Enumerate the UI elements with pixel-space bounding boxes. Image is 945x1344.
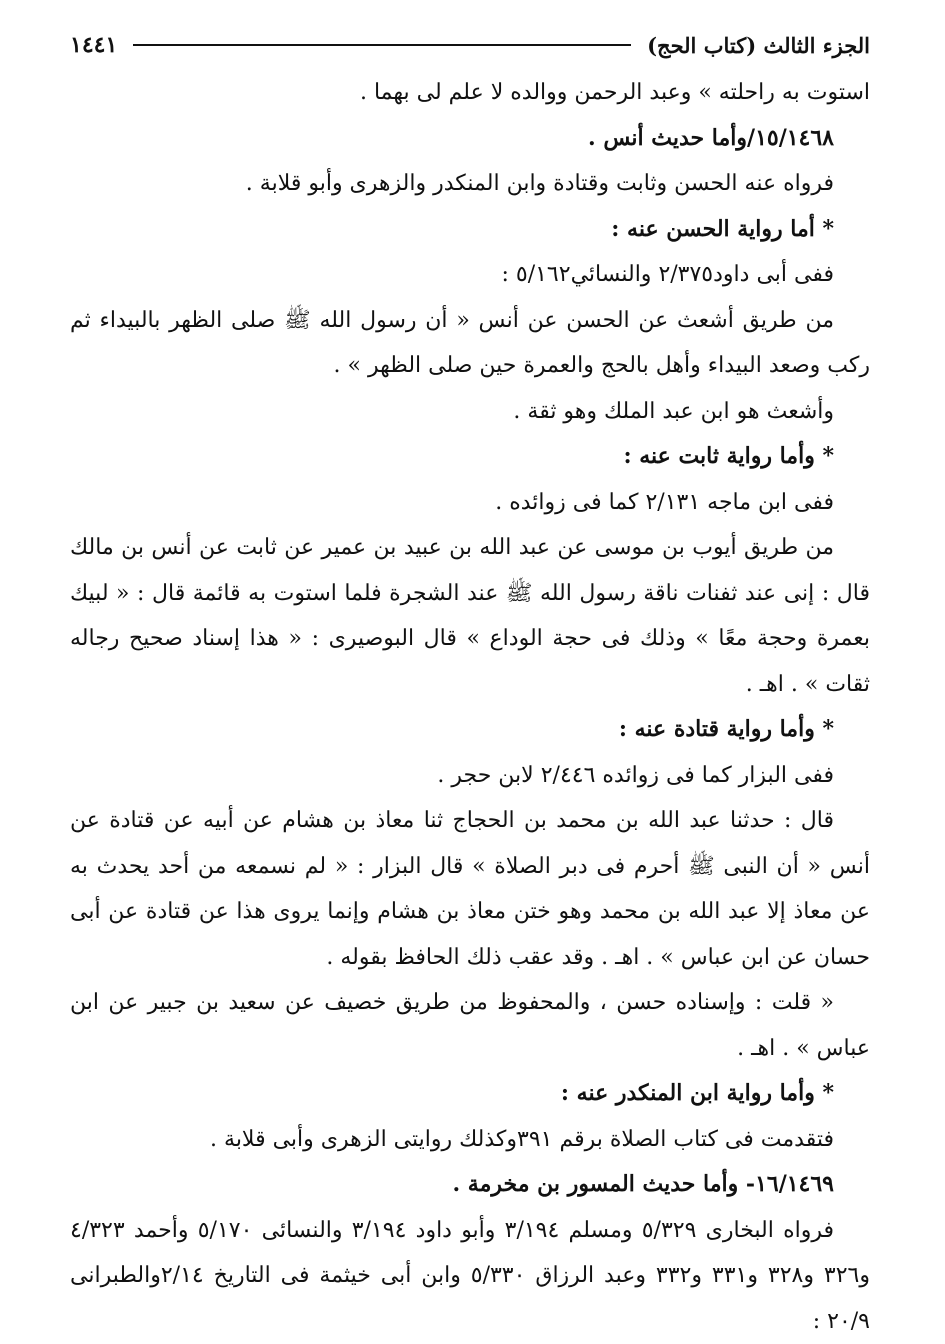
- header-rule: [133, 44, 631, 46]
- section-heading-qatada: * وأما رواية قتادة عنه :: [70, 707, 870, 753]
- paragraph: « قلت : وإسناده حسن ، والمحفوظ من طريق خصيف عن سعيد بن جبير عن ابن عباس » . اهـ .: [70, 980, 870, 1071]
- paragraph: من طريق أيوب بن موسى عن عبد الله بن عبيد بن عمير عن ثابت عن أنس بن مالك قال : إنى عند ثفنات ناقة رسول الله ﷺ عند الشجرة فلما استوت به قائمة قال : « لبيك بعمرة وحجة معًا » وذلك فى حجة الوداع » قال البوصيرى : « هذا إسناد صحيح رجاله ثقات » . اهـ .: [70, 525, 870, 707]
- paragraph: فرواه البخارى ٥/٣٢٩ ومسلم ٣/١٩٤ وأبو داود ٣/١٩٤ والنسائى ٥/١٧٠ وأحمد ٤/٣٢٣ و٣٢٦ و٣٢٨ و٣٣١ و٣٣٢ وعبد الرزاق ٥/٣٣٠ وابن أبى خيثمة فى التاريخ ٢/١٤والطبرانى ٢٠/٩ :: [70, 1208, 870, 1344]
- paragraph: من طريق أشعث عن الحسن عن أنس « أن رسول الله ﷺ صلى الظهر بالبيداء ثم ركب وصعد البيداء وأهل بالحج والعمرة حين صلى الظهر » .: [70, 298, 870, 389]
- section-heading-thabit: * وأما رواية ثابت عنه :: [70, 434, 870, 480]
- paragraph: ففى البزار كما فى زوائده ٢/٤٤٦ لابن حجر .: [70, 753, 870, 799]
- page-body: [70, 70, 870, 1344]
- page-number: ١٤٤١: [70, 32, 117, 58]
- paragraph: قال : حدثنا عبد الله بن محمد بن الحجاج ثنا معاذ بن هشام عن أبيه عن قتادة عن أنس « أن النبى ﷺ أحرم فى دبر الصلاة » قال البزار : « لم نسمعه من أحد يحدث به عن معاذ إلا عبد الله بن محمد وهو ختن معاذ بن هشام وإنما يروى هذا عن قتادة عن أبى حسان عن ابن عباس » . اهـ . وقد عقب ذلك الحافظ بقوله .: [70, 798, 870, 980]
- running-title: الجزء الثالث (كتاب الحج): [647, 33, 870, 58]
- hadith-heading-anas: ١٥/١٤٦٨/وأما حديث أنس .: [70, 116, 870, 162]
- paragraph-continuation: استوت به راحلته » وعبد الرحمن ووالده لا علم لى بهما .: [70, 70, 870, 116]
- paragraph: ففى ابن ماجه ٢/١٣١ كما فى زوائده .: [70, 480, 870, 526]
- section-heading-hasan: * أما رواية الحسن عنه :: [70, 207, 870, 253]
- book-page: [70, 26, 870, 1306]
- paragraph: ففى أبى داود٢/٣٧٥ والنسائي٥/١٦٢ :: [70, 252, 870, 298]
- paragraph: وأشعث هو ابن عبد الملك وهو ثقة .: [70, 389, 870, 435]
- paragraph: فرواه عنه الحسن وثابت وقتادة وابن المنكدر والزهرى وأبو قلابة .: [70, 161, 870, 207]
- page-header: [70, 26, 870, 64]
- paragraph: فتقدمت فى كتاب الصلاة برقم ٣٩١وكذلك روايتى الزهرى وأبى قلابة .: [70, 1117, 870, 1163]
- hadith-heading-miswar: ١٦/١٤٦٩- وأما حديث المسور بن مخرمة .: [70, 1162, 870, 1208]
- section-heading-ibn-al-munkadir: * وأما رواية ابن المنكدر عنه :: [70, 1071, 870, 1117]
